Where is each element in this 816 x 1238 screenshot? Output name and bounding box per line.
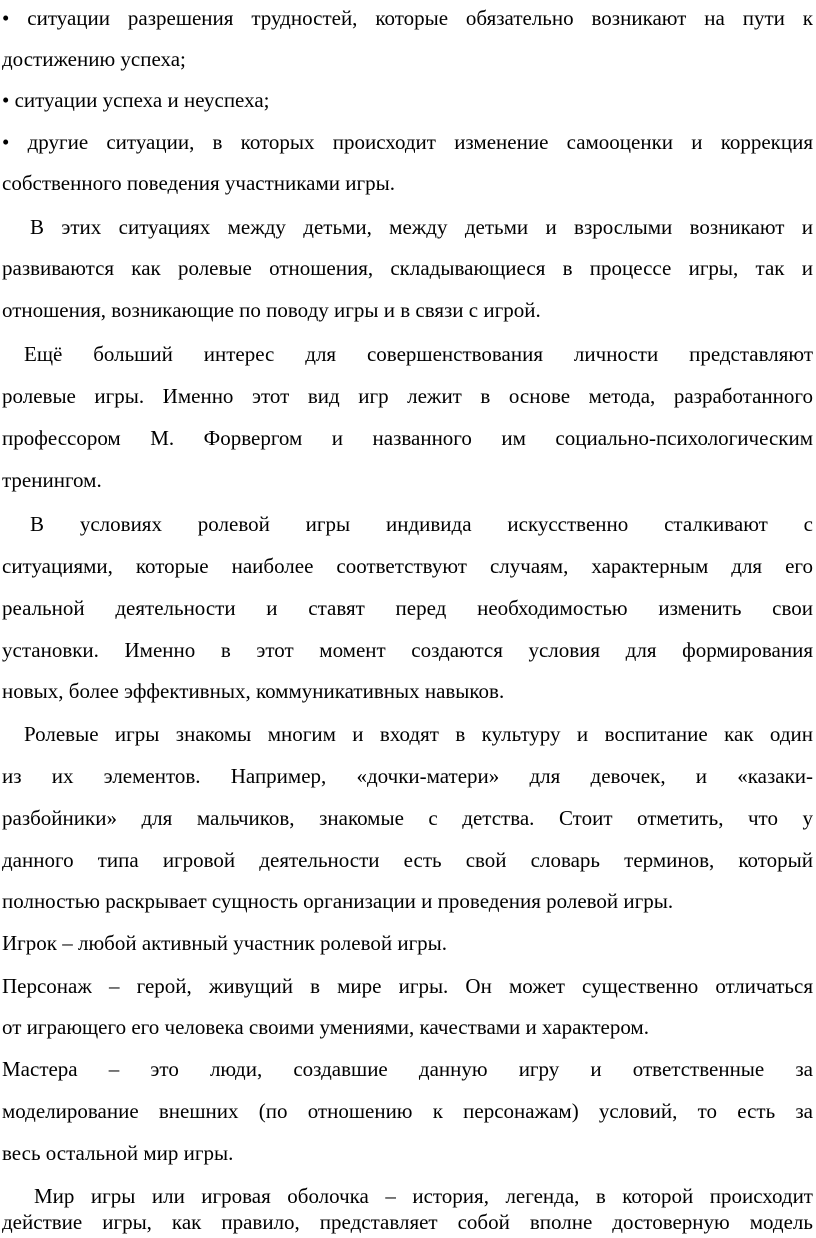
text-line: действие игры, как правило, представляет собой вполне достоверную модель xyxy=(2,1210,813,1234)
text-line: Мастера – это люди, создавшие данную игру и ответственные за xyxy=(2,1057,813,1081)
text-line: ролевые игры. Именно этот вид игр лежит в основе метода, разработанного xyxy=(2,384,813,408)
text-line: В этих ситуациях между детьми, между детьми и взрослыми возникают и xyxy=(30,215,813,239)
text-line: Персонаж – герой, живущий в мире игры. Он может существенно отличаться xyxy=(2,974,813,998)
text-line: данного типа игровой деятельности есть свой словарь терминов, который xyxy=(2,848,813,872)
text-line: из их элементов. Например, «дочки-матери» для девочек, и «казаки- xyxy=(2,764,813,788)
text-line: полностью раскрывает сущность организации и проведения ролевой игры. xyxy=(2,889,674,913)
text-line: Ещё больший интерес для совершенствования личности представляют xyxy=(24,342,813,366)
text-line: тренингом. xyxy=(2,468,102,492)
text-line: • ситуации успеха и неуспеха; xyxy=(2,88,270,112)
text-line: отношения, возникающие по поводу игры и в связи с игрой. xyxy=(2,298,541,322)
text-line: • ситуации разрешения трудностей, которые обязательно возникают на пути к xyxy=(2,6,813,30)
text-line: ситуациями, которые наиболее соответствуют случаям, характерным для его xyxy=(2,554,813,578)
text-line: разбойники» для мальчиков, знакомые с детства. Стоит отметить, что у xyxy=(2,806,813,830)
text-line: установки. Именно в этот момент создаются условия для формирования xyxy=(2,638,813,662)
text-line: реальной деятельности и ставят перед необходимостью изменить свои xyxy=(2,596,813,620)
text-line: развиваются как ролевые отношения, складывающиеся в процессе игры, так и xyxy=(2,256,813,280)
text-line: Мир игры или игровая оболочка – история, легенда, в которой происходит xyxy=(34,1184,813,1208)
text-line: Игрок – любой активный участник ролевой игры. xyxy=(2,931,448,955)
text-line: В условиях ролевой игры индивида искусственно сталкивают с xyxy=(30,512,813,536)
text-line: • другие ситуации, в которых происходит изменение самооценки и коррекция xyxy=(2,130,813,154)
text-line: от играющего его человека своими умениями, качествами и характером. xyxy=(2,1015,649,1039)
text-line: весь остальной мир игры. xyxy=(2,1141,234,1165)
text-line: собственного поведения участниками игры. xyxy=(2,171,395,195)
text-line: профессором М. Форвергом и названного им социально-психологическим xyxy=(2,426,813,450)
text-line: Ролевые игры знакомы многим и входят в культуру и воспитание как один xyxy=(24,722,813,746)
text-line: новых, более эффективных, коммуникативных навыков. xyxy=(2,679,505,703)
text-line: достижению успеха; xyxy=(2,47,186,71)
text-line: моделирование внешних (по отношению к персонажам) условий, то есть за xyxy=(2,1099,813,1123)
